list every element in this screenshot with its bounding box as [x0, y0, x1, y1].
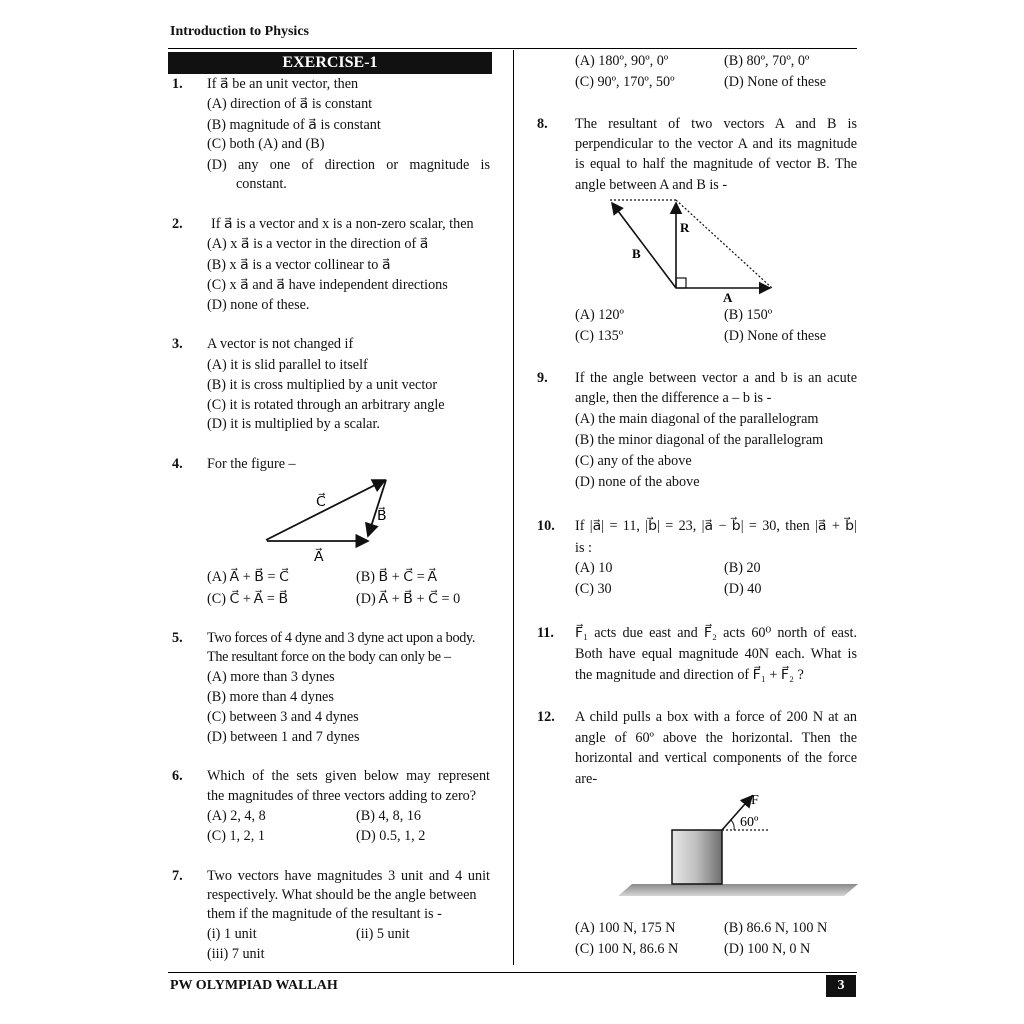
q4-option-b: (B) B⃗ + C⃗ = A⃗: [356, 569, 438, 585]
q11-stem-line3: the magnitude and direction of F⃗₁ + F⃗₂ ?: [575, 667, 804, 683]
footer-rule: [168, 972, 857, 973]
column-divider: [513, 50, 514, 965]
q12-option-b: (B) 86.6 N, 100 N: [724, 920, 828, 936]
q1-option-d: (D) any one of direction or magnitude is: [207, 157, 490, 173]
q4-vector-c: [266, 480, 385, 540]
q5-option-a: (A) more than 3 dynes: [207, 669, 335, 685]
q12-stem-line3: horizontal and vertical components of the force: [575, 750, 857, 766]
q7-option-b: (B) 80º, 70º, 0º: [724, 53, 810, 69]
q9-number: 9.: [537, 370, 548, 386]
q2-stem: If a⃗ is a vector and x is a non-zero scalar, then: [211, 216, 474, 232]
q7-option-c: (C) 90º, 170º, 50º: [575, 74, 675, 90]
q7-case-iii: (iii) 7 unit: [207, 946, 265, 962]
q4-label-b: B⃗: [377, 509, 387, 524]
q12-box: [672, 830, 722, 884]
q8-option-d: (D) None of these: [724, 328, 827, 344]
q8-stem-line3: is equal to half the magnitude of vector B. The: [575, 156, 857, 172]
q11-stem-line2: Both have equal magnitude 40N each. What is: [575, 646, 857, 662]
q12-stem-line2: angle of 60º above the horizontal. Then the: [575, 730, 857, 746]
q8-number: 8.: [537, 116, 548, 132]
q2-option-a: (A) x a⃗ is a vector in the direction of a⃗: [207, 236, 429, 252]
q8-right-angle-mark: [676, 278, 686, 288]
q6-option-b: (B) 4, 8, 16: [356, 808, 422, 824]
q5-option-c: (C) between 3 and 4 dynes: [207, 709, 359, 725]
q5-stem-line1: Two forces of 4 dyne and 3 dyne act upon a body.: [207, 630, 476, 646]
q12-box-force-figure: [600, 786, 860, 906]
q9-option-b: (B) the minor diagonal of the parallelogram: [575, 432, 824, 448]
q11-stem-line1: F⃗₁ acts due east and F⃗₂ acts 60⁰ north of east.: [575, 625, 857, 641]
page-number: 3: [826, 975, 856, 997]
q8-option-c: (C) 135º: [575, 328, 624, 344]
q12-stem-line4: are-: [575, 771, 598, 787]
q2-option-d: (D) none of these.: [207, 297, 310, 313]
q12-label-angle: 60º: [740, 815, 759, 830]
q12-option-d: (D) 100 N, 0 N: [724, 941, 811, 957]
q8-label-r: R: [680, 220, 690, 235]
q10-stem-line1: If |a⃗| = 11, |b⃗| = 23, |a⃗ − b⃗| = 30, then |a⃗ + b⃗|: [575, 518, 857, 534]
q4-option-a: (A) A⃗ + B⃗ = C⃗: [207, 569, 289, 585]
q3-stem: A vector is not changed if: [207, 336, 354, 352]
q9-stem-line1: If the angle between vector a and b is an acute: [575, 370, 857, 386]
q8-vector-b: [612, 203, 676, 288]
q6-stem-line1: Which of the sets given below may represent: [207, 768, 490, 784]
header-rule: [168, 48, 857, 49]
q12-angle-arc: [731, 820, 734, 830]
q4-vector-triangle-figure: [250, 470, 410, 565]
q4-label-a: A⃗: [314, 550, 324, 565]
q4-option-c: (C) C⃗ + A⃗ = B⃗: [207, 591, 289, 607]
q7-case-i: (i) 1 unit: [207, 926, 257, 942]
q1-option-b: (B) magnitude of a⃗ is constant: [207, 117, 381, 133]
q2-option-c: (C) x a⃗ and a⃗ have independent directions: [207, 277, 448, 293]
q3-option-d: (D) it is multiplied by a scalar.: [207, 416, 380, 432]
q12-ground: [618, 884, 858, 896]
q3-option-a: (A) it is slid parallel to itself: [207, 357, 368, 373]
q1-stem: If a⃗ be an unit vector, then: [207, 76, 359, 92]
q8-option-b: (B) 150º: [724, 307, 773, 323]
q8-vector-figure: [600, 192, 800, 307]
q9-option-c: (C) any of the above: [575, 453, 692, 469]
q5-option-b: (B) more than 4 dynes: [207, 689, 334, 705]
q7-option-d: (D) None of these: [724, 74, 827, 90]
q6-option-a: (A) 2, 4, 8: [207, 808, 266, 824]
q8-stem-line1: The resultant of two vectors A and B is: [575, 116, 857, 132]
q6-option-c: (C) 1, 2, 1: [207, 828, 265, 844]
q1-option-c: (C) both (A) and (B): [207, 136, 325, 152]
q10-option-c: (C) 30: [575, 581, 612, 597]
q9-option-d: (D) none of the above: [575, 474, 700, 490]
q5-stem-line2: The resultant force on the body can only be –: [207, 649, 451, 665]
q10-option-d: (D) 40: [724, 581, 762, 597]
footer-brand: PW OLYMPIAD WALLAH: [170, 978, 338, 993]
q4-label-c: C⃗: [316, 495, 326, 510]
q6-number: 6.: [172, 768, 183, 784]
q5-option-d: (D) between 1 and 7 dynes: [207, 729, 360, 745]
q4-number: 4.: [172, 456, 183, 472]
q9-option-a: (A) the main diagonal of the parallelogram: [575, 411, 819, 427]
q2-option-b: (B) x a⃗ is a vector collinear to a⃗: [207, 257, 391, 273]
q8-label-b: B: [632, 246, 641, 261]
q12-number: 12.: [537, 709, 555, 725]
q8-label-a: A: [723, 290, 733, 305]
q7-stem-line2: respectively. What should be the angle between: [207, 887, 477, 903]
q12-stem-line1: A child pulls a box with a force of 200 N at an: [575, 709, 857, 725]
q3-number: 3.: [172, 336, 183, 352]
q1-option-d-cont: constant.: [236, 176, 287, 192]
q6-option-d: (D) 0.5, 1, 2: [356, 828, 426, 844]
q4-vector-b: [368, 480, 386, 536]
q8-dotted-diagonal: [676, 200, 772, 288]
q1-number: 1.: [172, 76, 183, 92]
q12-option-a: (A) 100 N, 175 N: [575, 920, 676, 936]
q11-number: 11.: [537, 625, 554, 641]
q10-stem-line2: is :: [575, 540, 592, 556]
q7-number: 7.: [172, 868, 183, 884]
q12-label-f: F: [751, 793, 759, 808]
q3-option-b: (B) it is cross multiplied by a unit vector: [207, 377, 438, 393]
q1-option-a: (A) direction of a⃗ is constant: [207, 96, 373, 112]
q4-stem: For the figure –: [207, 456, 296, 472]
page-header-title: Introduction to Physics: [170, 24, 309, 39]
q7-stem-line1: Two vectors have magnitudes 3 unit and 4 unit: [207, 868, 490, 884]
q7-stem-line3: them if the magnitude of the resultant is -: [207, 906, 442, 922]
q7-case-ii: (ii) 5 unit: [356, 926, 410, 942]
q9-stem-line2: angle, then the difference a – b is -: [575, 390, 772, 406]
q8-option-a: (A) 120º: [575, 307, 624, 323]
q4-option-d: (D) A⃗ + B⃗ + C⃗ = 0: [356, 591, 461, 607]
q10-option-b: (B) 20: [724, 560, 761, 576]
q5-number: 5.: [172, 630, 183, 646]
q12-option-c: (C) 100 N, 86.6 N: [575, 941, 679, 957]
q8-stem-line4: angle between A and B is -: [575, 177, 728, 193]
q6-stem-line2: the magnitudes of three vectors adding to zero?: [207, 788, 477, 804]
q3-option-c: (C) it is rotated through an arbitrary angle: [207, 397, 445, 413]
q8-stem-line2: perpendicular to the vector A and its magnitude: [575, 136, 857, 152]
q7-option-a: (A) 180º, 90º, 0º: [575, 53, 669, 69]
q10-option-a: (A) 10: [575, 560, 613, 576]
q10-number: 10.: [537, 518, 555, 534]
exercise-title: EXERCISE-1: [168, 52, 492, 74]
q2-number: 2.: [172, 216, 183, 232]
